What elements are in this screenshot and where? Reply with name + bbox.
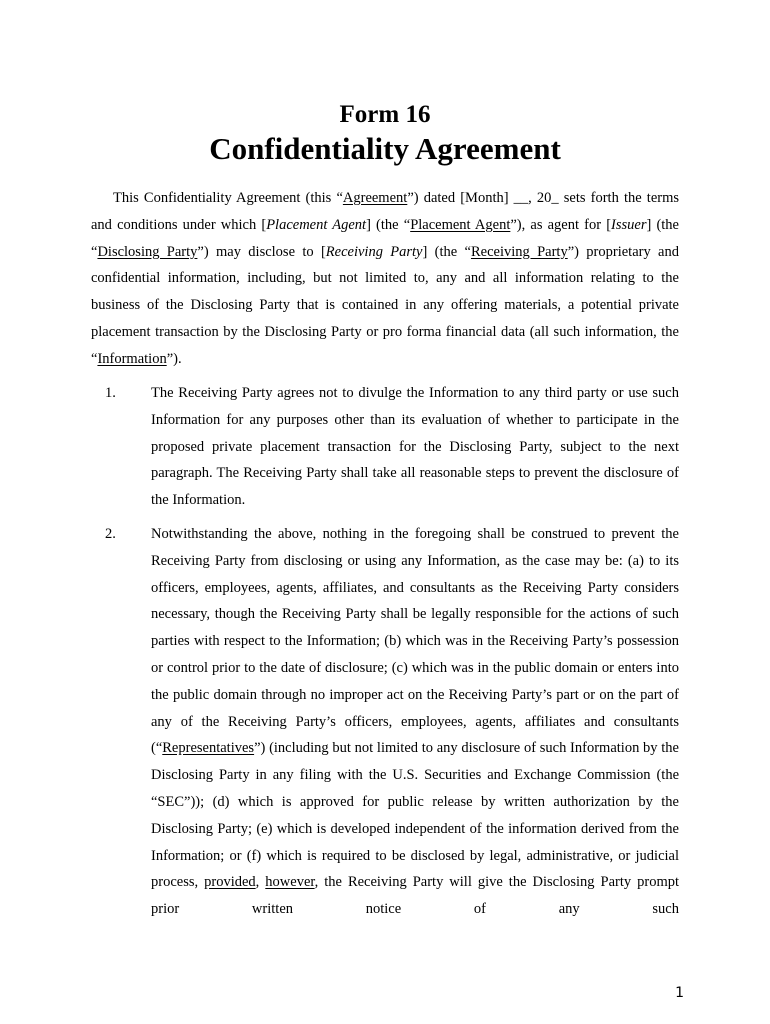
defined-term-agreement: Agreement xyxy=(342,190,408,206)
clause-1-number: 1. xyxy=(105,385,116,401)
placeholder-placement-agent: Placement Agent xyxy=(266,216,367,233)
document-title: Confidentiality Agreement xyxy=(209,131,561,166)
intro-paragraph: This Confidentiality Agreement (this “Agreement”) dated [Month] __, 20_ sets forth the terms and conditions under which [Placement Agent] (the “Placement Agent”), as agent for [Issuer] (the “Disclosing Party”) may disclose to [Receiving Party] (the “Receiving Party”) proprietary and confidential information, including, but not limited to, any and all information relating to the business of the Disclosing Party that is contained in any offering materials, a potential private placement transaction by the Disclosing Party or pro forma financial data (all such information, the “Information”). xyxy=(91,190,680,367)
clause-2-text: Notwithstanding the above, nothing in the foregoing shall be construed to prevent the Receiving Party from disclosing or using any Information, as the case may be: (a) to its officers, employees, agents, affiliates, and consultants as the Receiving Party considers necessary, though the Receiving Party shall be legally responsible for the actions of such parties with respect to the Information; (b) which was in the Receiving Party’s possession or control prior to the date of disclosure; (c) which was in the public domain or enters into the public domain through no improper act on the Receiving Party’s part or on the part of any of the Receiving Party’s officers, employees, agents, affiliates and consultants (“Representatives”) (including but not limited to any disclosure of such Information by the Disclosing Party in any filing with the U.S. Securities and Exchange Commission (the “SEC”)); (d) which is approved for public release by written authorization by the Disclosing Party; (e) which is developed independent of the information derived from the Information; or (f) which is required to be disclosed by legal, administrative, or judicial process, provided, however, the Receiving Party will give the Disclosing Party prompt prior written notice of any such xyxy=(151,526,679,918)
term-provided: provided xyxy=(204,874,256,891)
placeholder-issuer: Issuer xyxy=(611,216,647,233)
defined-term-placement-agent: Placement Agent xyxy=(410,216,511,233)
defined-term-receiving-party: Receiving Party xyxy=(470,243,568,260)
placeholder-receiving-party: Receiving Party xyxy=(325,243,423,260)
clause-1-text: The Receiving Party agrees not to divulge the Information to any third party or use such Information for any purposes other than its evaluation of whether to participate in the proposed private placement transaction for the Disclosing Party, subject to the next paragraph. The Receiving Party shall take all reasonable steps to prevent the disclosure of the Information. xyxy=(151,385,679,509)
page-number: 1 xyxy=(675,985,684,1001)
clause-2-number: 2. xyxy=(105,526,116,542)
term-however: however xyxy=(265,874,315,891)
defined-term-disclosing-party: Disclosing Party xyxy=(97,243,198,260)
form-number: Form 16 xyxy=(339,101,431,128)
defined-term-representatives: Representatives xyxy=(162,740,255,757)
defined-term-information: Information xyxy=(97,350,167,367)
